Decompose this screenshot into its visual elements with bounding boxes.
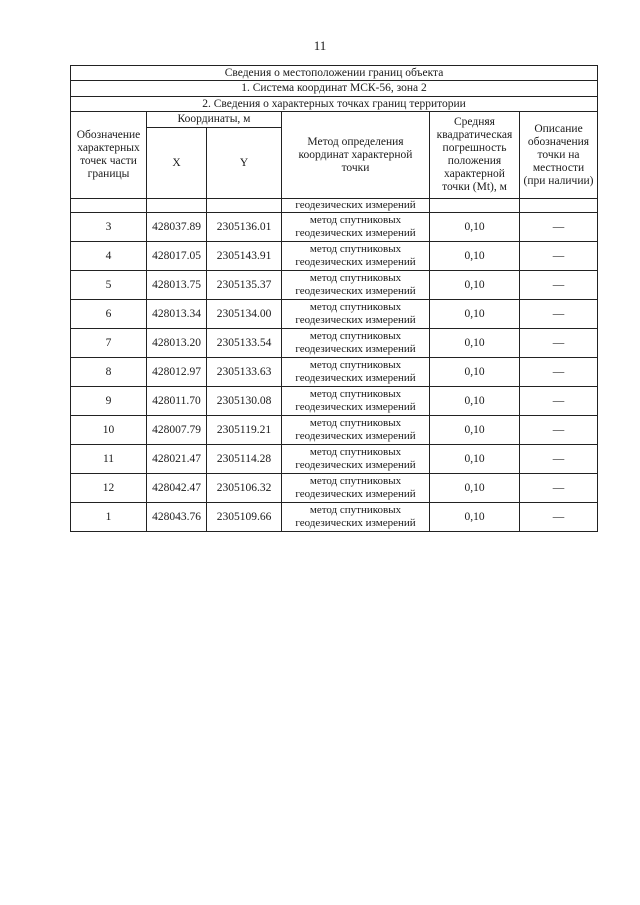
coord-x: 428007.79: [147, 416, 207, 445]
method-line-2: геодезических измерений: [295, 314, 416, 326]
section-title: 2. Сведения о характерных точках границ территории: [71, 97, 598, 112]
description-value: —: [520, 474, 598, 503]
method-cell: [282, 445, 430, 474]
table-row: [71, 503, 598, 532]
method-line-2: геодезических измерений: [295, 227, 416, 239]
description-value: —: [520, 416, 598, 445]
coord-y: 2305130.08: [207, 387, 282, 416]
header-row: [71, 112, 598, 128]
error-value: 0,10: [430, 358, 520, 387]
header-x: X: [147, 128, 207, 199]
method-line-1: метод спутниковых: [309, 388, 402, 400]
method-cell: [282, 329, 430, 358]
error-value: 0,10: [430, 242, 520, 271]
error-value: 0,10: [430, 329, 520, 358]
coord-x: 428013.34: [147, 300, 207, 329]
method-line-2: геодезических измерений: [295, 459, 416, 471]
method-cell: [282, 213, 430, 242]
coord-y: 2305133.54: [207, 329, 282, 358]
method-line-1: метод спутниковых: [309, 446, 402, 458]
point-id: 5: [71, 271, 147, 300]
coord-x: 428013.20: [147, 329, 207, 358]
method-line-2: геодезических измерений: [295, 285, 416, 297]
error-value: 0,10: [430, 300, 520, 329]
point-id: 12: [71, 474, 147, 503]
description-value: —: [520, 271, 598, 300]
table-row: [71, 387, 598, 416]
error-value: 0,10: [430, 387, 520, 416]
description-value: —: [520, 387, 598, 416]
method-line-1: метод спутниковых: [309, 417, 402, 429]
coord-y: 2305114.28: [207, 445, 282, 474]
method-cell: [282, 474, 430, 503]
header-method: Метод определения координат характерной точки: [282, 112, 430, 199]
method-cell: [282, 300, 430, 329]
method-line-2: геодезических измерений: [295, 401, 416, 413]
method-cell: [282, 271, 430, 300]
description-value: —: [520, 503, 598, 532]
table-row: [71, 271, 598, 300]
description-value: —: [520, 300, 598, 329]
error-value: 0,10: [430, 213, 520, 242]
table-row: [71, 358, 598, 387]
coord-y: 2305134.00: [207, 300, 282, 329]
coordinate-system-row: [71, 81, 598, 97]
boundary-points-table: [70, 65, 598, 532]
method-cell: [282, 242, 430, 271]
point-id: 8: [71, 358, 147, 387]
page-number: 11: [313, 38, 327, 53]
table-row: [71, 416, 598, 445]
method-cell: [282, 358, 430, 387]
point-id: 4: [71, 242, 147, 271]
method-cell: [282, 416, 430, 445]
table-row: [71, 213, 598, 242]
coord-x: 428037.89: [147, 213, 207, 242]
coord-x: 428043.76: [147, 503, 207, 532]
method-line-1: метод спутниковых: [309, 243, 402, 255]
error-value: 0,10: [430, 503, 520, 532]
method-line-2: геодезических измерений: [295, 488, 416, 500]
method-line-2: геодезических измерений: [295, 517, 416, 529]
error-value: 0,10: [430, 445, 520, 474]
coord-x: 428042.47: [147, 474, 207, 503]
method-line-1: метод спутниковых: [309, 475, 402, 487]
point-id: 11: [71, 445, 147, 474]
error-value: 0,10: [430, 271, 520, 300]
header-description: Описание обозначения точки на местности (при наличии): [520, 112, 598, 199]
continuation-text: геодезических измерений: [282, 199, 430, 213]
coord-x: 428011.70: [147, 387, 207, 416]
table-row: [71, 445, 598, 474]
method-line-1: метод спутниковых: [309, 214, 402, 226]
header-point: Обозначение характерных точек части границы: [71, 112, 147, 199]
header-error: Средняя квадратическая погрешность положения характерной точки (Mt), м: [430, 112, 520, 199]
description-value: —: [520, 329, 598, 358]
description-value: —: [520, 242, 598, 271]
method-line-2: геодезических измерений: [295, 372, 416, 384]
coord-x: 428012.97: [147, 358, 207, 387]
point-id: 10: [71, 416, 147, 445]
description-value: —: [520, 358, 598, 387]
method-line-1: метод спутниковых: [309, 504, 402, 516]
header-coordinates: Координаты, м: [147, 112, 282, 128]
method-line-1: метод спутниковых: [309, 359, 402, 371]
table-row: [71, 242, 598, 271]
coord-y: 2305133.63: [207, 358, 282, 387]
error-value: 0,10: [430, 416, 520, 445]
point-id: 1: [71, 503, 147, 532]
coordinate-system: 1. Система координат МСК-56, зона 2: [71, 81, 598, 97]
coord-y: 2305143.91: [207, 242, 282, 271]
table-row: [71, 300, 598, 329]
point-id: 9: [71, 387, 147, 416]
coord-y: 2305135.37: [207, 271, 282, 300]
header-y: Y: [207, 128, 282, 199]
table-title: Сведения о местоположении границ объекта: [71, 66, 598, 81]
method-cell: [282, 387, 430, 416]
error-value: 0,10: [430, 474, 520, 503]
description-value: —: [520, 213, 598, 242]
coord-y: 2305119.21: [207, 416, 282, 445]
coord-x: 428021.47: [147, 445, 207, 474]
method-line-1: метод спутниковых: [309, 301, 402, 313]
coord-y: 2305106.32: [207, 474, 282, 503]
section-row: [71, 97, 598, 112]
continuation-row: [71, 199, 598, 213]
method-line-2: геодезических измерений: [295, 343, 416, 355]
coord-x: 428013.75: [147, 271, 207, 300]
point-id: 6: [71, 300, 147, 329]
table-title-row: [71, 66, 598, 81]
method-line-2: геодезических измерений: [295, 256, 416, 268]
coord-x: 428017.05: [147, 242, 207, 271]
table-row: [71, 329, 598, 358]
description-value: —: [520, 445, 598, 474]
point-id: 3: [71, 213, 147, 242]
method-line-1: метод спутниковых: [309, 272, 402, 284]
coord-y: 2305109.66: [207, 503, 282, 532]
method-cell: [282, 503, 430, 532]
coord-y: 2305136.01: [207, 213, 282, 242]
method-line-1: метод спутниковых: [309, 330, 402, 342]
point-id: 7: [71, 329, 147, 358]
table-row: [71, 474, 598, 503]
method-line-2: геодезических измерений: [295, 430, 416, 442]
